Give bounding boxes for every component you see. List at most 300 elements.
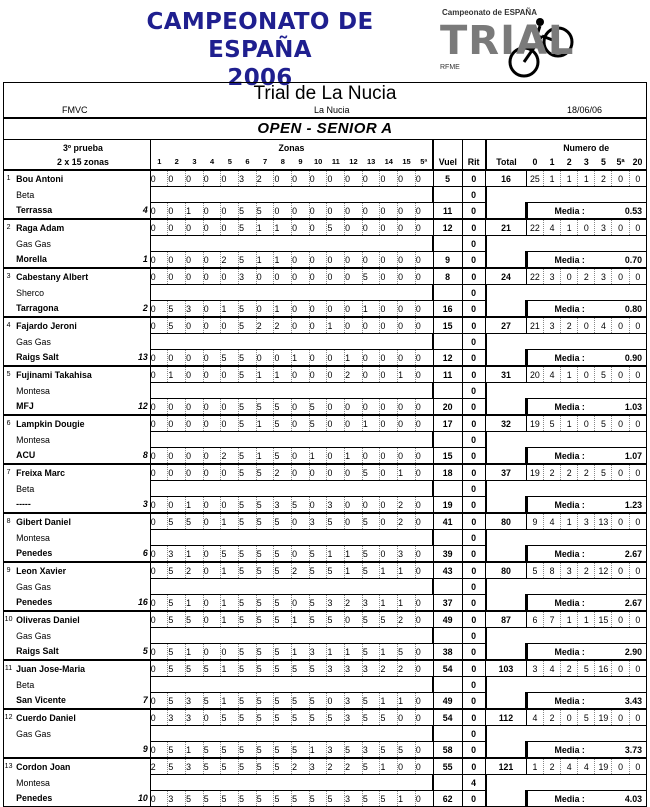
- zone-score: 0: [380, 497, 398, 514]
- rider-row-lap1: [4, 268, 647, 285]
- zone-score: 0: [186, 170, 204, 187]
- zone-score: 0: [415, 595, 433, 612]
- zone-number-header: 5ª: [420, 157, 428, 166]
- rider-name: Cuerdo Daniel: [13, 709, 150, 726]
- lap-total: 38: [433, 644, 462, 661]
- zone-score: 5: [362, 644, 380, 661]
- mid-penalty: 0: [462, 432, 486, 448]
- zone-score: 2: [274, 317, 292, 334]
- rider-row-brand: [4, 285, 647, 301]
- media-value: 0.53: [595, 203, 647, 220]
- zone-score: 0: [292, 301, 310, 318]
- lap-total: 18: [433, 464, 462, 481]
- rider-row-lap1: [4, 660, 647, 677]
- media-value: 2.90: [595, 644, 647, 661]
- category-bar: [3, 117, 647, 140]
- mid-penalty: 0: [462, 726, 486, 742]
- zone-score: 0: [186, 317, 204, 334]
- zone-score: 1: [398, 562, 416, 579]
- zone-score: 0: [362, 203, 380, 220]
- zone-score: 5: [239, 203, 257, 220]
- zone-score: 3: [345, 791, 363, 807]
- zone-score: 0: [203, 366, 221, 383]
- zone-score: 1: [221, 693, 239, 710]
- rider-row-lap1: [4, 758, 647, 775]
- rider-club-cell: [13, 399, 150, 416]
- zone-score: 5: [309, 611, 327, 628]
- zone-score: 0: [150, 693, 168, 710]
- zone-score: 0: [186, 448, 204, 465]
- zone-score: 0: [292, 464, 310, 481]
- zone-score: 0: [415, 317, 433, 334]
- zone-score: 0: [380, 268, 398, 285]
- rider-brand: Gas Gas: [16, 238, 51, 249]
- score-count: 1: [543, 170, 560, 187]
- zone-score: 0: [398, 448, 416, 465]
- rider-name: Freixa Marc: [13, 464, 150, 481]
- trial-logo: [436, 8, 584, 80]
- zone-score: 0: [221, 170, 239, 187]
- rider-row-lap1: [4, 317, 647, 334]
- zone-score: 0: [362, 252, 380, 269]
- zone-score: 1: [221, 660, 239, 677]
- zone-score: 5: [256, 203, 274, 220]
- zone-score: 0: [150, 170, 168, 187]
- zone-score: 0: [327, 301, 345, 318]
- media-label: Media :: [526, 399, 595, 416]
- zone-score: 0: [292, 399, 310, 416]
- zone-score: 0: [380, 546, 398, 563]
- score-count: 3: [578, 513, 595, 530]
- zone-score: 1: [345, 562, 363, 579]
- rider-row-lap2: [4, 742, 647, 759]
- zone-score: 5: [256, 399, 274, 416]
- zone-score: 0: [292, 203, 310, 220]
- zone-score: 1: [380, 644, 398, 661]
- zone-score: 0: [292, 170, 310, 187]
- rider-row-brand: [4, 579, 647, 595]
- zone-score: 0: [274, 170, 292, 187]
- zone-score: 0: [309, 219, 327, 236]
- zone-score: 3: [309, 758, 327, 775]
- media-value: 0.70: [595, 252, 647, 269]
- zone-score: 5: [203, 693, 221, 710]
- media-label: Media :: [526, 448, 595, 465]
- zone-score: 0: [203, 317, 221, 334]
- zone-score: 0: [327, 170, 345, 187]
- zone-score: 0: [168, 252, 186, 269]
- zone-score: 2: [150, 758, 168, 775]
- zone-score: 0: [309, 203, 327, 220]
- rider-position: 9: [142, 744, 148, 755]
- total-score: 16: [486, 170, 527, 187]
- lap-total: 9: [433, 252, 462, 269]
- zone-score: 0: [186, 252, 204, 269]
- zone-score: 5: [186, 791, 204, 807]
- rider-club: Raigs Salt: [16, 646, 59, 657]
- score-count: 1: [578, 611, 595, 628]
- zone-score: 5: [309, 791, 327, 807]
- score-count: 0: [612, 709, 629, 726]
- rider-club-cell: [13, 301, 150, 318]
- zone-score: 0: [221, 203, 239, 220]
- rider-position: 10: [137, 793, 148, 804]
- lap-penalty: 0: [462, 203, 486, 220]
- zone-score: 5: [274, 448, 292, 465]
- zone-score: 0: [292, 448, 310, 465]
- rider-name: Fajardo Jeroni: [13, 317, 150, 334]
- zone-score: 0: [203, 709, 221, 726]
- zone-score: 0: [203, 399, 221, 416]
- zone-score: 0: [150, 252, 168, 269]
- lap-penalty: 0: [462, 497, 486, 514]
- score-count: 0: [578, 366, 595, 383]
- zone-score: 0: [150, 415, 168, 432]
- zone-score: 5: [168, 513, 186, 530]
- zone-score: 0: [292, 252, 310, 269]
- rider-row-brand: [4, 236, 647, 252]
- zone-score: 0: [150, 791, 168, 807]
- zone-score: 3: [309, 644, 327, 661]
- media-label: Media :: [526, 301, 595, 318]
- zone-score: 5: [380, 791, 398, 807]
- zone-score: 5: [221, 546, 239, 563]
- zone-score: 0: [186, 350, 204, 367]
- score-count: 0: [629, 415, 646, 432]
- zone-score: 1: [256, 448, 274, 465]
- zone-score: 3: [362, 660, 380, 677]
- zone-score: 0: [309, 170, 327, 187]
- zone-score: 5: [362, 546, 380, 563]
- score-count: 0: [578, 415, 595, 432]
- zone-score: 5: [239, 742, 257, 759]
- media-value: 2.67: [595, 595, 647, 612]
- rider-row-lap2: [4, 497, 647, 514]
- score-count: 5: [595, 415, 612, 432]
- rider-row-lap1: [4, 170, 647, 187]
- zone-score: 3: [345, 660, 363, 677]
- zone-score: 0: [309, 268, 327, 285]
- format-label: 2 x 15 zonas: [57, 157, 109, 167]
- rider-brand: Montesa: [16, 434, 50, 445]
- total-score: 37: [486, 464, 527, 481]
- lap-penalty: 0: [462, 693, 486, 710]
- score-count: 1: [578, 170, 595, 187]
- zone-score: 0: [309, 317, 327, 334]
- media-value: 1.07: [595, 448, 647, 465]
- zone-score: 0: [292, 415, 310, 432]
- zone-score: 5: [362, 464, 380, 481]
- mid-penalty: 0: [462, 481, 486, 497]
- zonas-label: Zonas: [150, 140, 433, 156]
- zone-score: 0: [415, 791, 433, 807]
- zone-score: 0: [292, 268, 310, 285]
- rider-club-cell: [13, 203, 150, 220]
- lap-penalty: 0: [462, 219, 486, 236]
- zone-score: 0: [292, 366, 310, 383]
- score-count: 0: [629, 709, 646, 726]
- zone-score: 5: [327, 219, 345, 236]
- zone-score: 5: [274, 758, 292, 775]
- lap-total: 62: [433, 791, 462, 807]
- rider-row-lap2: [4, 350, 647, 367]
- zone-score: 5: [380, 742, 398, 759]
- zone-score: 5: [274, 513, 292, 530]
- zone-score: 0: [186, 415, 204, 432]
- score-count: 1: [561, 170, 578, 187]
- zone-score: 0: [203, 464, 221, 481]
- zone-score: 0: [362, 350, 380, 367]
- score-count: 3: [543, 317, 560, 334]
- zone-score: 5: [362, 611, 380, 628]
- lap-penalty: 0: [462, 546, 486, 563]
- rider-row-lap2: [4, 252, 647, 269]
- zone-score: 0: [203, 448, 221, 465]
- rider-club-cell: [13, 448, 150, 465]
- score-count: 2: [561, 317, 578, 334]
- lap-penalty: 0: [462, 170, 486, 187]
- rider-club-cell: [13, 742, 150, 759]
- zone-score: 5: [168, 693, 186, 710]
- lap-total: 15: [433, 317, 462, 334]
- zone-score: 5: [221, 350, 239, 367]
- lap-penalty: 0: [462, 611, 486, 628]
- zone-score: 1: [380, 758, 398, 775]
- logo-federation: RFME: [440, 64, 460, 71]
- score-count: 1: [561, 366, 578, 383]
- media-value: 1.23: [595, 497, 647, 514]
- header: [0, 0, 650, 91]
- score-count: 12: [595, 562, 612, 579]
- zone-score: 5: [345, 742, 363, 759]
- score-count: 9: [526, 513, 543, 530]
- zone-score: 0: [398, 219, 416, 236]
- score-count: 4: [526, 709, 543, 726]
- zone-score: 1: [186, 595, 204, 612]
- zone-score: 0: [327, 399, 345, 416]
- zone-score: 1: [168, 366, 186, 383]
- zone-score: 1: [380, 562, 398, 579]
- zone-score: 5: [256, 595, 274, 612]
- zone-score: 5: [309, 415, 327, 432]
- score-count: 13: [595, 513, 612, 530]
- rider-club: Raigs Salt: [16, 352, 59, 363]
- zone-score: 0: [150, 448, 168, 465]
- zone-score: 0: [327, 252, 345, 269]
- zone-score: 5: [274, 562, 292, 579]
- zone-score: 5: [186, 513, 204, 530]
- zone-score: 1: [221, 595, 239, 612]
- zone-score: 0: [380, 317, 398, 334]
- score-count: 21: [526, 317, 543, 334]
- zone-score: 5: [239, 562, 257, 579]
- rider-row-lap1: [4, 709, 647, 726]
- zone-score: 0: [150, 464, 168, 481]
- zone-score: 5: [239, 709, 257, 726]
- lap-total: 58: [433, 742, 462, 759]
- numero-de-label: Numero de: [526, 140, 646, 156]
- zone-number-header: 4: [210, 157, 215, 166]
- score-count: 3: [561, 562, 578, 579]
- zone-score: 0: [150, 399, 168, 416]
- lap-penalty: 0: [462, 301, 486, 318]
- zone-score: 0: [380, 301, 398, 318]
- zone-score: 3: [362, 595, 380, 612]
- rider-brand: Gas Gas: [16, 630, 51, 641]
- score-count: 0: [629, 660, 646, 677]
- zone-score: 3: [345, 693, 363, 710]
- zone-score: 5: [239, 252, 257, 269]
- zone-score: 1: [221, 301, 239, 318]
- zone-score: 5: [309, 693, 327, 710]
- zone-score: 0: [380, 203, 398, 220]
- score-count: 20: [526, 366, 543, 383]
- rider-row-brand: [4, 187, 647, 203]
- zone-score: 0: [398, 399, 416, 416]
- lap-penalty: 0: [462, 415, 486, 432]
- score-count: 19: [595, 758, 612, 775]
- zone-score: 0: [203, 301, 221, 318]
- zone-score: 3: [239, 170, 257, 187]
- media-label: Media :: [526, 742, 595, 759]
- rider-name: Cabestany Albert: [13, 268, 150, 285]
- zone-score: 2: [221, 252, 239, 269]
- zone-score: 1: [186, 203, 204, 220]
- media-label: Media :: [526, 595, 595, 612]
- zone-score: 5: [380, 611, 398, 628]
- rider-club-cell: [13, 644, 150, 661]
- mid-penalty: 0: [462, 334, 486, 350]
- zone-score: 0: [221, 415, 239, 432]
- zone-score: 0: [327, 350, 345, 367]
- lap-total: 16: [433, 301, 462, 318]
- zone-score: 2: [345, 758, 363, 775]
- zone-score: 3: [327, 742, 345, 759]
- zone-score: 3: [186, 758, 204, 775]
- zone-score: 0: [150, 366, 168, 383]
- rider-row-lap2: [4, 399, 647, 416]
- rider-row-lap1: [4, 415, 647, 432]
- total-score: 31: [486, 366, 527, 383]
- zone-score: 2: [256, 170, 274, 187]
- zone-score: 5: [239, 301, 257, 318]
- score-count: 1: [526, 758, 543, 775]
- stat-label-header: 5ª: [616, 157, 625, 167]
- score-count: 4: [595, 317, 612, 334]
- zone-score: 5: [168, 595, 186, 612]
- zone-score: 1: [186, 497, 204, 514]
- media-value: 0.80: [595, 301, 647, 318]
- zone-score: 5: [292, 791, 310, 807]
- zone-number-header: 13: [366, 157, 376, 166]
- zone-score: 3: [239, 268, 257, 285]
- zone-score: 5: [168, 742, 186, 759]
- score-count: 5: [578, 660, 595, 677]
- zone-score: 0: [168, 350, 186, 367]
- rider-position: 1: [142, 254, 148, 265]
- zone-score: 0: [415, 464, 433, 481]
- zone-score: 5: [309, 562, 327, 579]
- score-count: 0: [612, 170, 629, 187]
- score-count: 19: [526, 415, 543, 432]
- zone-score: 0: [398, 268, 416, 285]
- rider-club: Penedes: [16, 597, 53, 608]
- zone-score: 1: [345, 546, 363, 563]
- zone-score: 0: [150, 644, 168, 661]
- rider-number: 6: [4, 415, 14, 432]
- score-count: 19: [595, 709, 612, 726]
- zone-score: 0: [150, 595, 168, 612]
- score-count: 5: [595, 464, 612, 481]
- zone-score: 0: [309, 252, 327, 269]
- mid-penalty: 4: [462, 775, 486, 791]
- zone-score: 1: [398, 366, 416, 383]
- zone-score: 0: [345, 399, 363, 416]
- zone-score: 5: [256, 513, 274, 530]
- zone-score: 5: [274, 546, 292, 563]
- stat-label-header: 0: [532, 157, 538, 167]
- zone-score: 0: [327, 366, 345, 383]
- media-value: 1.03: [595, 399, 647, 416]
- zone-score: 0: [168, 415, 186, 432]
- rider-club-cell: [13, 791, 150, 807]
- zone-score: 5: [274, 709, 292, 726]
- zone-score: 5: [239, 399, 257, 416]
- zone-score: 5: [274, 644, 292, 661]
- zone-score: 5: [274, 742, 292, 759]
- rider-name: Raga Adam: [13, 219, 150, 236]
- zone-score: 0: [415, 170, 433, 187]
- lap-total: 41: [433, 513, 462, 530]
- zone-score: 0: [203, 350, 221, 367]
- rider-brand: Gas Gas: [16, 728, 51, 739]
- zone-score: 0: [398, 415, 416, 432]
- zone-score: 5: [292, 709, 310, 726]
- zone-score: 1: [256, 415, 274, 432]
- score-count: 0: [612, 562, 629, 579]
- rider-row-brand: [4, 383, 647, 399]
- zone-score: 0: [203, 546, 221, 563]
- score-count: 4: [578, 758, 595, 775]
- zone-score: 5: [168, 317, 186, 334]
- zone-score: 0: [398, 203, 416, 220]
- zone-score: 0: [150, 709, 168, 726]
- zone-score: 0: [221, 268, 239, 285]
- lap-penalty: 0: [462, 791, 486, 807]
- score-count: 0: [629, 219, 646, 236]
- zone-score: 3: [186, 693, 204, 710]
- rider-position: 7: [142, 695, 148, 706]
- zone-score: 0: [150, 546, 168, 563]
- total-score: 27: [486, 317, 527, 334]
- zone-score: 5: [256, 758, 274, 775]
- score-count: 0: [612, 464, 629, 481]
- rider-brand: Montesa: [16, 385, 50, 396]
- zone-score: 0: [415, 742, 433, 759]
- score-count: 8: [543, 562, 560, 579]
- score-count: 0: [629, 366, 646, 383]
- zone-score: 0: [380, 170, 398, 187]
- zone-score: 2: [274, 464, 292, 481]
- rider-name: Lampkin Dougie: [13, 415, 150, 432]
- lap-penalty: 0: [462, 562, 486, 579]
- zone-score: 5: [168, 301, 186, 318]
- zone-score: 0: [398, 252, 416, 269]
- zone-score: 0: [415, 644, 433, 661]
- zone-score: 5: [239, 644, 257, 661]
- rider-club-cell: [13, 693, 150, 710]
- rider-row-lap1: [4, 366, 647, 383]
